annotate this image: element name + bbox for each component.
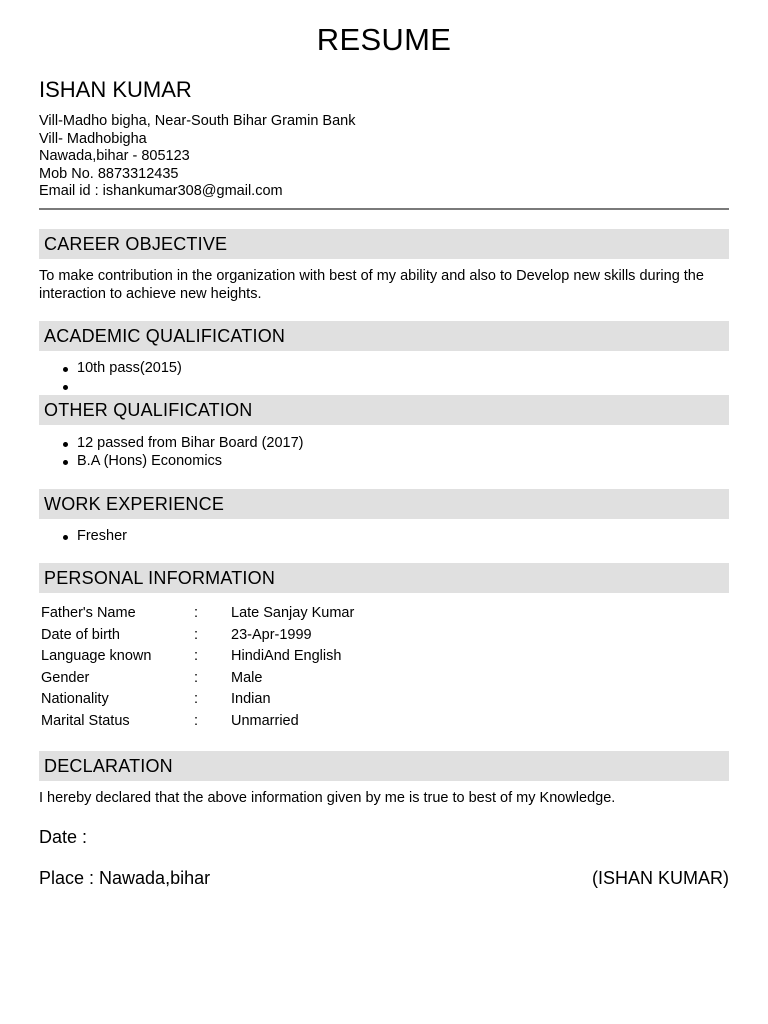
work-experience-heading: WORK EXPERIENCE [39,489,729,519]
personal-information-heading: PERSONAL INFORMATION [39,563,729,593]
table-row [39,625,531,647]
address-line-3: Nawada,bihar - 805123 [39,148,190,165]
field-label: Marital Status [41,712,130,729]
table-row [39,689,531,711]
field-separator: : [194,648,199,664]
table-row [39,711,531,733]
list-item: B.A (Hons) Economics [39,453,304,471]
list-item [39,378,182,396]
academic-qualification-list [39,360,182,395]
academic-qualification-heading: ACADEMIC QUALIFICATION [39,321,729,351]
field-label: Nationality [41,691,109,707]
field-value: HindiAnd English [231,648,342,664]
date-label: Date : [39,827,88,847]
career-objective-text: To make contribution in the organization with best of my ability and also to Develop new skills during the interaction to achieve new heights. [39,268,704,302]
declaration-heading: DECLARATION [39,751,729,781]
field-separator: : [194,669,199,686]
address-line-1: Vill-Madho bigha, Near-South Bihar Gramin Bank [39,113,356,129]
field-separator: : [194,691,199,707]
career-objective-heading: CAREER OBJECTIVE [39,229,729,259]
field-separator: : [194,626,199,643]
other-qualification-heading: OTHER QUALIFICATION [39,395,729,425]
field-value: Late Sanjay Kumar [231,605,355,621]
header-divider [39,208,729,210]
field-value: Unmarried [231,712,299,729]
list-item: 12 passed from Bihar Board (2017) [39,435,304,453]
declaration-text: I hereby declared that the above information given by me is true to best of my Knowledge. [39,790,616,806]
field-label: Date of birth [41,626,120,643]
field-value: Male [231,669,263,686]
field-value: Indian [231,691,271,707]
personal-information-table [39,603,531,732]
field-label: Language known [41,648,152,664]
email-address: Email id : ishankumar308@gmail.com [39,183,283,200]
work-experience-list [39,528,127,546]
other-qualification-list [39,435,304,470]
table-row [39,603,531,625]
table-row [39,668,531,690]
field-label: Gender [41,669,90,686]
place-label: Place : Nawada,bihar [39,868,211,888]
table-row [39,646,531,668]
list-item: 10th pass(2015) [39,360,182,378]
document-title: RESUME [316,22,452,57]
signature-name: (ISHAN KUMAR) [591,868,729,888]
contact-block [39,113,355,201]
field-value: 23-Apr-1999 [231,626,312,643]
applicant-name: ISHAN KUMAR [39,77,192,102]
field-label: Father's Name [41,605,136,621]
field-separator: : [194,712,199,729]
list-item: Fresher [39,528,127,546]
address-line-2: Vill- Madhobigha [39,130,147,147]
field-separator: : [194,605,199,621]
mobile-number: Mob No. 8873312435 [39,165,179,182]
